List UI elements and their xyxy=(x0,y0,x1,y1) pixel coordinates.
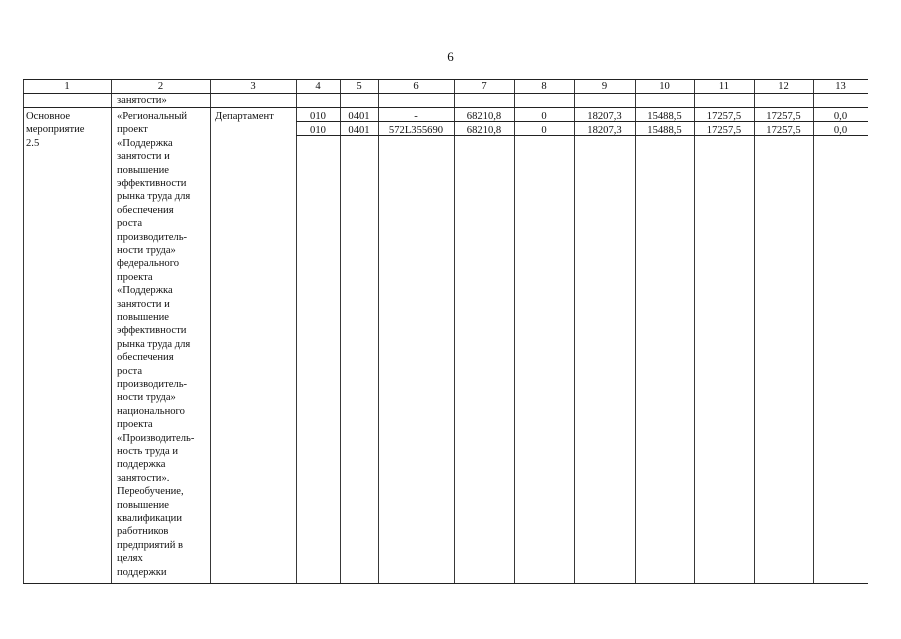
description-line: поддержки xyxy=(117,566,167,578)
description-line: производитель- xyxy=(117,231,188,243)
description-line: рынка труда для xyxy=(117,338,191,350)
description-line: ность труда и xyxy=(117,446,178,457)
description-line: работников xyxy=(117,526,169,538)
description-line: занятости и xyxy=(117,298,170,310)
header-col-12: 12 xyxy=(778,81,789,92)
row-1-col5: 0401 xyxy=(348,111,370,122)
description-line: Переобучение, xyxy=(117,486,184,498)
description-line: «Поддержка xyxy=(117,137,173,149)
header-col-1: 1 xyxy=(64,81,70,92)
description-line: квалификации xyxy=(117,513,182,524)
header-col-7: 7 xyxy=(481,81,487,92)
row-2-col4: 010 xyxy=(310,125,326,136)
description-line: повышение xyxy=(117,164,169,176)
description-line: ности труда» xyxy=(117,245,176,256)
header-col-4: 4 xyxy=(315,81,321,92)
description-line: поддержка xyxy=(117,459,166,471)
row-2-col13: 0,0 xyxy=(833,125,848,136)
header-col-5: 5 xyxy=(356,81,362,92)
row-2-col10: 15488,5 xyxy=(647,125,682,136)
description-line: проекта xyxy=(117,419,153,431)
description-line: роста xyxy=(117,365,143,377)
description-line: обеспечения xyxy=(117,352,174,364)
description-line: «Региональный xyxy=(117,111,188,122)
description-line: национального xyxy=(117,405,185,417)
measure-label: Основное мероприятие 2.5 xyxy=(26,111,85,149)
row-1-col9: 18207,3 xyxy=(587,111,622,122)
row-2-col8: 0 xyxy=(541,125,547,136)
row-2-col12: 17257,5 xyxy=(766,125,801,136)
header-col-8: 8 xyxy=(541,81,547,92)
responsible-executor: Департамент xyxy=(215,111,274,122)
description-line: эффективности xyxy=(117,178,187,189)
header-col-11: 11 xyxy=(718,81,730,92)
description-line: производитель- xyxy=(117,379,188,390)
description-line: эффективности xyxy=(117,325,187,337)
row-2-col6: 572L355690 xyxy=(388,125,444,136)
row-1-col10: 15488,5 xyxy=(647,111,682,122)
description-line: занятости и xyxy=(117,151,170,163)
description-line: проект xyxy=(117,124,148,136)
row-1-col11: 17257,5 xyxy=(706,111,742,122)
header-col-2: 2 xyxy=(157,81,164,92)
header-col-3: 3 xyxy=(250,81,256,92)
row-1-col8: 0 xyxy=(541,111,547,122)
page-number: 6 xyxy=(447,49,454,64)
row-1-col6: - xyxy=(414,111,418,122)
description-line: обеспечения xyxy=(117,204,174,216)
row-1-col12: 17257,5 xyxy=(766,111,801,122)
description-line: ности труда» xyxy=(117,392,176,404)
header-col-13: 13 xyxy=(835,81,846,92)
row-1-col4: 010 xyxy=(310,111,326,122)
description-line: повышение xyxy=(117,499,169,511)
header-col-10: 10 xyxy=(659,81,670,92)
row-1-col7: 68210,8 xyxy=(466,111,502,122)
description-line: предприятий в xyxy=(117,539,184,551)
description-line: проекта xyxy=(117,271,153,283)
description-line: «Производитель- xyxy=(117,432,195,444)
description-line: роста xyxy=(117,218,143,230)
description-line: целях xyxy=(117,553,143,565)
description-line: занятости». xyxy=(117,472,170,484)
header-col-6: 6 xyxy=(413,81,419,92)
row-1-col13: 0,0 xyxy=(833,111,848,122)
budget-table xyxy=(23,79,868,584)
row-2-col5: 0401 xyxy=(348,125,370,136)
description-line: рынка труда для xyxy=(117,191,191,203)
description-line: федерального xyxy=(117,258,180,270)
continuation-text: занятости» xyxy=(117,95,167,106)
description-line: «Поддержка xyxy=(117,285,173,297)
row-2-col9: 18207,3 xyxy=(587,125,622,136)
row-2-col11: 17257,5 xyxy=(706,125,742,136)
row-2-col7: 68210,8 xyxy=(466,125,502,136)
header-col-9: 9 xyxy=(601,81,608,92)
description-line: повышение xyxy=(117,312,169,323)
